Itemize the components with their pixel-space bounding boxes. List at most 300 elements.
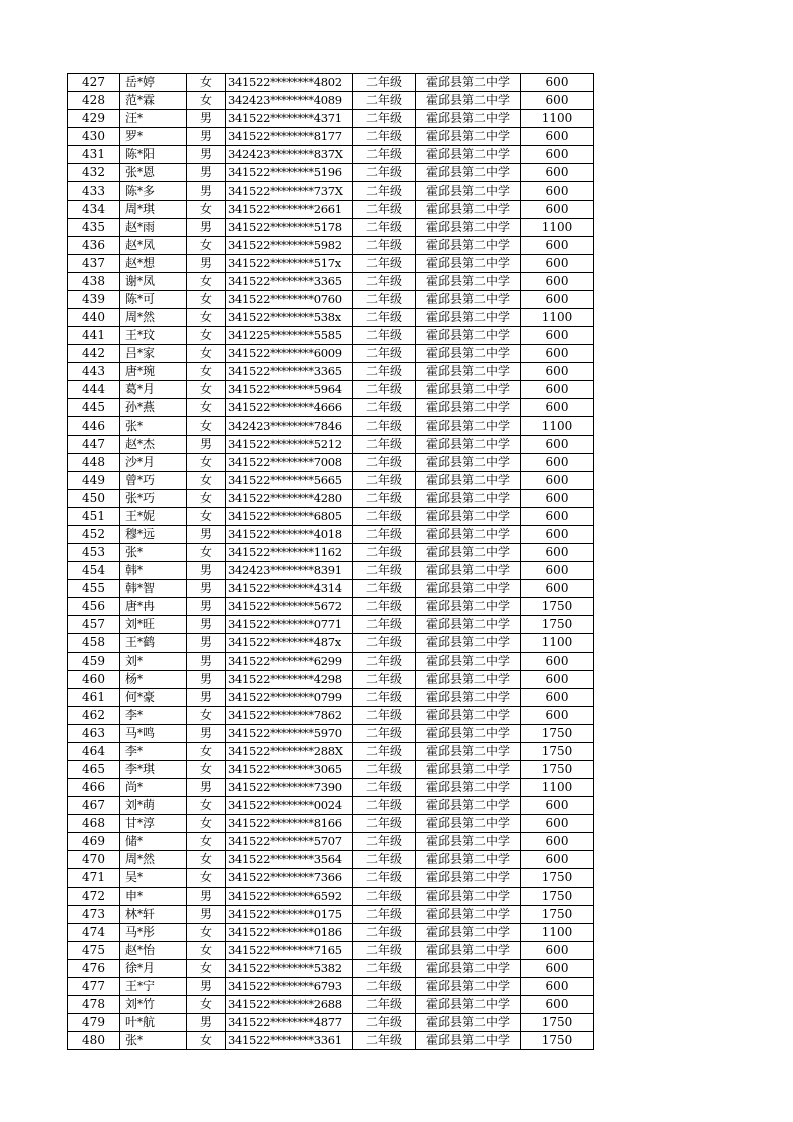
school-cell: 霍邱县第二中学 xyxy=(416,525,521,543)
amount-cell: 600 xyxy=(521,254,594,272)
id-number-cell: 342423********4089 xyxy=(226,92,353,110)
id-number-cell: 341522********6793 xyxy=(226,977,353,995)
row-number-cell: 466 xyxy=(68,779,120,797)
table-row xyxy=(68,652,594,670)
gender-cell: 女 xyxy=(187,363,226,381)
id-number-cell: 341522********0186 xyxy=(226,923,353,941)
school-cell: 霍邱县第二中学 xyxy=(416,941,521,959)
row-number-cell: 447 xyxy=(68,435,120,453)
id-number-cell: 341522********6805 xyxy=(226,507,353,525)
school-cell: 霍邱县第二中学 xyxy=(416,272,521,290)
school-cell: 霍邱县第二中学 xyxy=(416,345,521,363)
id-number-cell: 341522********7862 xyxy=(226,706,353,724)
student-name-cell: 曾*巧 xyxy=(120,471,187,489)
table-row xyxy=(68,941,594,959)
id-number-cell: 341522********0760 xyxy=(226,290,353,308)
row-number-cell: 465 xyxy=(68,760,120,778)
table-row xyxy=(68,887,594,905)
student-name-cell: 刘*竹 xyxy=(120,995,187,1013)
amount-cell: 600 xyxy=(521,851,594,869)
student-name-cell: 杨* xyxy=(120,670,187,688)
school-cell: 霍邱县第二中学 xyxy=(416,128,521,146)
grade-cell: 二年级 xyxy=(353,507,416,525)
grade-cell: 二年级 xyxy=(353,1032,416,1050)
row-number-cell: 474 xyxy=(68,923,120,941)
table-row xyxy=(68,779,594,797)
school-cell: 霍邱县第二中学 xyxy=(416,1032,521,1050)
id-number-cell: 341522********8177 xyxy=(226,128,353,146)
table-row xyxy=(68,977,594,995)
gender-cell: 男 xyxy=(187,580,226,598)
id-number-cell: 341522********4666 xyxy=(226,399,353,417)
student-name-cell: 赵*雨 xyxy=(120,218,187,236)
school-cell: 霍邱县第二中学 xyxy=(416,634,521,652)
grade-cell: 二年级 xyxy=(353,616,416,634)
school-cell: 霍邱县第二中学 xyxy=(416,905,521,923)
gender-cell: 男 xyxy=(187,670,226,688)
student-name-cell: 刘*旺 xyxy=(120,616,187,634)
school-cell: 霍邱县第二中学 xyxy=(416,218,521,236)
table-row xyxy=(68,327,594,345)
id-number-cell: 341522********5665 xyxy=(226,471,353,489)
student-name-cell: 汪* xyxy=(120,110,187,128)
gender-cell: 男 xyxy=(187,616,226,634)
gender-cell: 女 xyxy=(187,923,226,941)
table-row xyxy=(68,218,594,236)
student-name-cell: 吕*家 xyxy=(120,345,187,363)
row-number-cell: 472 xyxy=(68,887,120,905)
amount-cell: 600 xyxy=(521,164,594,182)
student-name-cell: 吴* xyxy=(120,869,187,887)
table-row xyxy=(68,797,594,815)
school-cell: 霍邱县第二中学 xyxy=(416,923,521,941)
gender-cell: 男 xyxy=(187,652,226,670)
id-number-cell: 341522********737X xyxy=(226,182,353,200)
school-cell: 霍邱县第二中学 xyxy=(416,815,521,833)
grade-cell: 二年级 xyxy=(353,236,416,254)
student-name-cell: 唐*冉 xyxy=(120,598,187,616)
row-number-cell: 445 xyxy=(68,399,120,417)
gender-cell: 男 xyxy=(187,905,226,923)
row-number-cell: 456 xyxy=(68,598,120,616)
student-name-cell: 葛*月 xyxy=(120,381,187,399)
row-number-cell: 469 xyxy=(68,833,120,851)
grade-cell: 二年级 xyxy=(353,869,416,887)
student-name-cell: 申* xyxy=(120,887,187,905)
grade-cell: 二年级 xyxy=(353,995,416,1013)
amount-cell: 1750 xyxy=(521,869,594,887)
amount-cell: 600 xyxy=(521,562,594,580)
school-cell: 霍邱县第二中学 xyxy=(416,797,521,815)
grade-cell: 二年级 xyxy=(353,815,416,833)
row-number-cell: 443 xyxy=(68,363,120,381)
id-number-cell: 341522********7008 xyxy=(226,453,353,471)
gender-cell: 男 xyxy=(187,598,226,616)
amount-cell: 600 xyxy=(521,959,594,977)
school-cell: 霍邱县第二中学 xyxy=(416,74,521,92)
table-row xyxy=(68,417,594,435)
row-number-cell: 435 xyxy=(68,218,120,236)
id-number-cell: 341522********288X xyxy=(226,742,353,760)
row-number-cell: 461 xyxy=(68,688,120,706)
amount-cell: 600 xyxy=(521,525,594,543)
grade-cell: 二年级 xyxy=(353,652,416,670)
gender-cell: 女 xyxy=(187,471,226,489)
id-number-cell: 341522********517x xyxy=(226,254,353,272)
grade-cell: 二年级 xyxy=(353,381,416,399)
id-number-cell: 341522********5196 xyxy=(226,164,353,182)
school-cell: 霍邱县第二中学 xyxy=(416,164,521,182)
row-number-cell: 449 xyxy=(68,471,120,489)
student-name-cell: 李*琪 xyxy=(120,760,187,778)
grade-cell: 二年级 xyxy=(353,797,416,815)
table-row xyxy=(68,815,594,833)
gender-cell: 女 xyxy=(187,381,226,399)
gender-cell: 女 xyxy=(187,309,226,327)
id-number-cell: 341522********538x xyxy=(226,309,353,327)
table-row xyxy=(68,995,594,1013)
gender-cell: 女 xyxy=(187,851,226,869)
grade-cell: 二年级 xyxy=(353,345,416,363)
gender-cell: 女 xyxy=(187,200,226,218)
amount-cell: 600 xyxy=(521,580,594,598)
id-number-cell: 341522********7390 xyxy=(226,779,353,797)
amount-cell: 600 xyxy=(521,146,594,164)
grade-cell: 二年级 xyxy=(353,182,416,200)
gender-cell: 女 xyxy=(187,345,226,363)
amount-cell: 1100 xyxy=(521,417,594,435)
gender-cell: 女 xyxy=(187,236,226,254)
row-number-cell: 453 xyxy=(68,544,120,562)
row-number-cell: 470 xyxy=(68,851,120,869)
student-name-cell: 赵*怡 xyxy=(120,941,187,959)
grade-cell: 二年级 xyxy=(353,670,416,688)
id-number-cell: 342423********7846 xyxy=(226,417,353,435)
table-row xyxy=(68,598,594,616)
id-number-cell: 341522********4802 xyxy=(226,74,353,92)
gender-cell: 男 xyxy=(187,110,226,128)
amount-cell: 1100 xyxy=(521,779,594,797)
table-row xyxy=(68,580,594,598)
student-name-cell: 徐*月 xyxy=(120,959,187,977)
school-cell: 霍邱县第二中学 xyxy=(416,616,521,634)
gender-cell: 女 xyxy=(187,706,226,724)
school-cell: 霍邱县第二中学 xyxy=(416,399,521,417)
id-number-cell: 341522********4298 xyxy=(226,670,353,688)
grade-cell: 二年级 xyxy=(353,544,416,562)
id-number-cell: 341522********7165 xyxy=(226,941,353,959)
student-name-cell: 周*然 xyxy=(120,851,187,869)
gender-cell: 女 xyxy=(187,489,226,507)
student-name-cell: 张* xyxy=(120,544,187,562)
id-number-cell: 341522********3361 xyxy=(226,1032,353,1050)
grade-cell: 二年级 xyxy=(353,272,416,290)
id-number-cell: 341522********4280 xyxy=(226,489,353,507)
gender-cell: 男 xyxy=(187,435,226,453)
student-name-cell: 张*恩 xyxy=(120,164,187,182)
table-row xyxy=(68,923,594,941)
gender-cell: 男 xyxy=(187,562,226,580)
gender-cell: 男 xyxy=(187,634,226,652)
grade-cell: 二年级 xyxy=(353,598,416,616)
student-name-cell: 马*彤 xyxy=(120,923,187,941)
school-cell: 霍邱县第二中学 xyxy=(416,580,521,598)
grade-cell: 二年级 xyxy=(353,327,416,345)
amount-cell: 1750 xyxy=(521,598,594,616)
table-row xyxy=(68,869,594,887)
school-cell: 霍邱县第二中学 xyxy=(416,959,521,977)
table-row xyxy=(68,110,594,128)
school-cell: 霍邱县第二中学 xyxy=(416,417,521,435)
id-number-cell: 341522********0175 xyxy=(226,905,353,923)
school-cell: 霍邱县第二中学 xyxy=(416,977,521,995)
table-row xyxy=(68,905,594,923)
amount-cell: 1750 xyxy=(521,760,594,778)
school-cell: 霍邱县第二中学 xyxy=(416,435,521,453)
table-row xyxy=(68,525,594,543)
student-name-cell: 马*鸣 xyxy=(120,724,187,742)
row-number-cell: 479 xyxy=(68,1014,120,1032)
grade-cell: 二年级 xyxy=(353,471,416,489)
student-name-cell: 周*琪 xyxy=(120,200,187,218)
row-number-cell: 438 xyxy=(68,272,120,290)
id-number-cell: 342423********837X xyxy=(226,146,353,164)
table-row xyxy=(68,74,594,92)
table-row xyxy=(68,309,594,327)
table-row xyxy=(68,272,594,290)
amount-cell: 600 xyxy=(521,471,594,489)
id-number-cell: 341522********6009 xyxy=(226,345,353,363)
school-cell: 霍邱县第二中学 xyxy=(416,236,521,254)
student-name-cell: 李* xyxy=(120,706,187,724)
grade-cell: 二年级 xyxy=(353,363,416,381)
table-row xyxy=(68,851,594,869)
school-cell: 霍邱县第二中学 xyxy=(416,562,521,580)
table-row xyxy=(68,507,594,525)
school-cell: 霍邱县第二中学 xyxy=(416,670,521,688)
gender-cell: 男 xyxy=(187,1014,226,1032)
id-number-cell: 341522********4877 xyxy=(226,1014,353,1032)
grade-cell: 二年级 xyxy=(353,74,416,92)
id-number-cell: 341522********3564 xyxy=(226,851,353,869)
gender-cell: 男 xyxy=(187,164,226,182)
table-row xyxy=(68,1032,594,1050)
grade-cell: 二年级 xyxy=(353,417,416,435)
amount-cell: 1100 xyxy=(521,309,594,327)
row-number-cell: 440 xyxy=(68,309,120,327)
student-name-cell: 唐*琬 xyxy=(120,363,187,381)
amount-cell: 600 xyxy=(521,544,594,562)
gender-cell: 女 xyxy=(187,1032,226,1050)
table-row xyxy=(68,345,594,363)
school-cell: 霍邱县第二中学 xyxy=(416,887,521,905)
amount-cell: 600 xyxy=(521,977,594,995)
grade-cell: 二年级 xyxy=(353,706,416,724)
amount-cell: 600 xyxy=(521,453,594,471)
row-number-cell: 463 xyxy=(68,724,120,742)
grade-cell: 二年级 xyxy=(353,525,416,543)
grade-cell: 二年级 xyxy=(353,110,416,128)
table-row xyxy=(68,471,594,489)
table-row xyxy=(68,399,594,417)
row-number-cell: 431 xyxy=(68,146,120,164)
grade-cell: 二年级 xyxy=(353,742,416,760)
grade-cell: 二年级 xyxy=(353,309,416,327)
student-name-cell: 尚* xyxy=(120,779,187,797)
grade-cell: 二年级 xyxy=(353,128,416,146)
student-name-cell: 林*轩 xyxy=(120,905,187,923)
id-number-cell: 341522********1162 xyxy=(226,544,353,562)
student-name-cell: 韩* xyxy=(120,562,187,580)
student-subsidy-table xyxy=(67,73,594,1050)
table-row xyxy=(68,742,594,760)
student-name-cell: 甘*淳 xyxy=(120,815,187,833)
grade-cell: 二年级 xyxy=(353,435,416,453)
id-number-cell: 341522********5707 xyxy=(226,833,353,851)
row-number-cell: 462 xyxy=(68,706,120,724)
row-number-cell: 427 xyxy=(68,74,120,92)
amount-cell: 600 xyxy=(521,652,594,670)
grade-cell: 二年级 xyxy=(353,1014,416,1032)
amount-cell: 600 xyxy=(521,797,594,815)
student-name-cell: 王*鹤 xyxy=(120,634,187,652)
school-cell: 霍邱县第二中学 xyxy=(416,327,521,345)
school-cell: 霍邱县第二中学 xyxy=(416,833,521,851)
gender-cell: 女 xyxy=(187,815,226,833)
school-cell: 霍邱县第二中学 xyxy=(416,1014,521,1032)
amount-cell: 600 xyxy=(521,236,594,254)
amount-cell: 600 xyxy=(521,688,594,706)
amount-cell: 600 xyxy=(521,182,594,200)
id-number-cell: 341522********5982 xyxy=(226,236,353,254)
student-name-cell: 穆*远 xyxy=(120,525,187,543)
id-number-cell: 341522********6592 xyxy=(226,887,353,905)
row-number-cell: 473 xyxy=(68,905,120,923)
school-cell: 霍邱县第二中学 xyxy=(416,851,521,869)
id-number-cell: 341522********5672 xyxy=(226,598,353,616)
gender-cell: 女 xyxy=(187,995,226,1013)
id-number-cell: 341522********4314 xyxy=(226,580,353,598)
student-name-cell: 罗* xyxy=(120,128,187,146)
table-row xyxy=(68,290,594,308)
id-number-cell: 341522********3065 xyxy=(226,760,353,778)
grade-cell: 二年级 xyxy=(353,634,416,652)
grade-cell: 二年级 xyxy=(353,688,416,706)
grade-cell: 二年级 xyxy=(353,977,416,995)
gender-cell: 女 xyxy=(187,507,226,525)
row-number-cell: 459 xyxy=(68,652,120,670)
amount-cell: 600 xyxy=(521,507,594,525)
amount-cell: 1100 xyxy=(521,110,594,128)
student-name-cell: 刘*萌 xyxy=(120,797,187,815)
amount-cell: 1750 xyxy=(521,742,594,760)
grade-cell: 二年级 xyxy=(353,923,416,941)
id-number-cell: 341522********2688 xyxy=(226,995,353,1013)
amount-cell: 600 xyxy=(521,706,594,724)
id-number-cell: 341522********5970 xyxy=(226,724,353,742)
row-number-cell: 467 xyxy=(68,797,120,815)
student-name-cell: 李* xyxy=(120,742,187,760)
table-row xyxy=(68,381,594,399)
gender-cell: 男 xyxy=(187,218,226,236)
table-row xyxy=(68,435,594,453)
school-cell: 霍邱县第二中学 xyxy=(416,146,521,164)
amount-cell: 600 xyxy=(521,345,594,363)
amount-cell: 1750 xyxy=(521,1014,594,1032)
grade-cell: 二年级 xyxy=(353,254,416,272)
table-row xyxy=(68,200,594,218)
student-name-cell: 张* xyxy=(120,1032,187,1050)
amount-cell: 600 xyxy=(521,327,594,345)
student-name-cell: 谢*凤 xyxy=(120,272,187,290)
amount-cell: 600 xyxy=(521,200,594,218)
table-row xyxy=(68,616,594,634)
amount-cell: 600 xyxy=(521,489,594,507)
id-number-cell: 341522********3365 xyxy=(226,272,353,290)
table-row xyxy=(68,760,594,778)
student-name-cell: 王*妮 xyxy=(120,507,187,525)
row-number-cell: 446 xyxy=(68,417,120,435)
grade-cell: 二年级 xyxy=(353,290,416,308)
row-number-cell: 430 xyxy=(68,128,120,146)
student-name-cell: 赵*杰 xyxy=(120,435,187,453)
student-name-cell: 沙*月 xyxy=(120,453,187,471)
row-number-cell: 436 xyxy=(68,236,120,254)
gender-cell: 女 xyxy=(187,290,226,308)
amount-cell: 600 xyxy=(521,363,594,381)
gender-cell: 男 xyxy=(187,887,226,905)
id-number-cell: 341522********4018 xyxy=(226,525,353,543)
student-name-cell: 赵*凤 xyxy=(120,236,187,254)
grade-cell: 二年级 xyxy=(353,146,416,164)
gender-cell: 女 xyxy=(187,92,226,110)
grade-cell: 二年级 xyxy=(353,779,416,797)
amount-cell: 600 xyxy=(521,815,594,833)
student-name-cell: 孙*燕 xyxy=(120,399,187,417)
id-number-cell: 341522********3365 xyxy=(226,363,353,381)
amount-cell: 600 xyxy=(521,381,594,399)
student-name-cell: 陈*阳 xyxy=(120,146,187,164)
id-number-cell: 341522********6299 xyxy=(226,652,353,670)
gender-cell: 女 xyxy=(187,869,226,887)
row-number-cell: 433 xyxy=(68,182,120,200)
row-number-cell: 458 xyxy=(68,634,120,652)
school-cell: 霍邱县第二中学 xyxy=(416,200,521,218)
row-number-cell: 480 xyxy=(68,1032,120,1050)
table-row xyxy=(68,1014,594,1032)
amount-cell: 600 xyxy=(521,128,594,146)
table-row xyxy=(68,254,594,272)
table-row xyxy=(68,236,594,254)
school-cell: 霍邱县第二中学 xyxy=(416,598,521,616)
gender-cell: 女 xyxy=(187,833,226,851)
row-number-cell: 455 xyxy=(68,580,120,598)
school-cell: 霍邱县第二中学 xyxy=(416,760,521,778)
table-row xyxy=(68,182,594,200)
amount-cell: 600 xyxy=(521,941,594,959)
gender-cell: 女 xyxy=(187,327,226,345)
row-number-cell: 428 xyxy=(68,92,120,110)
row-number-cell: 437 xyxy=(68,254,120,272)
row-number-cell: 478 xyxy=(68,995,120,1013)
amount-cell: 600 xyxy=(521,833,594,851)
amount-cell: 600 xyxy=(521,399,594,417)
row-number-cell: 464 xyxy=(68,742,120,760)
id-number-cell: 341522********7366 xyxy=(226,869,353,887)
student-name-cell: 叶*航 xyxy=(120,1014,187,1032)
row-number-cell: 452 xyxy=(68,525,120,543)
gender-cell: 女 xyxy=(187,742,226,760)
